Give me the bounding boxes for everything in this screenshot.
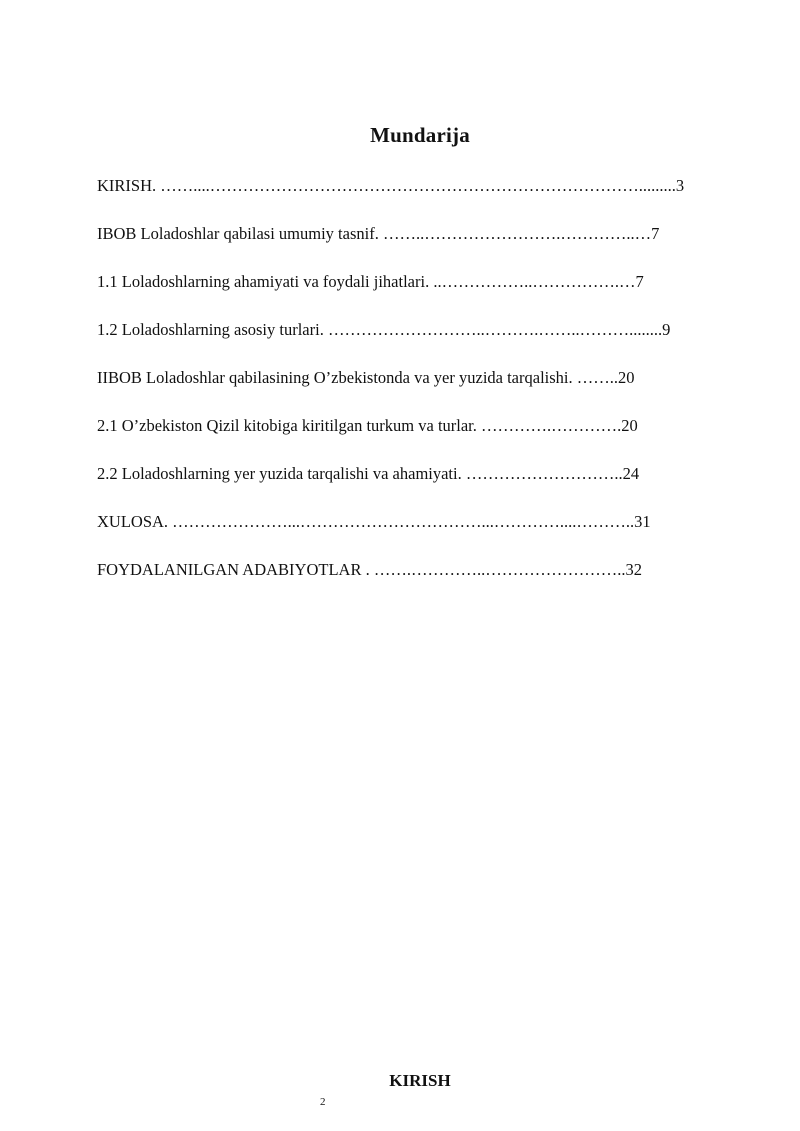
- toc-entry-2-1: 2.1 O’zbekiston Qizil kitobiga kiritilgan turkum va turlar. ………….………….20: [97, 416, 638, 435]
- toc-entry-chapter-1: IBOB Loladoshlar qabilasi umumiy tasnif. ……..…………………….…………..…7: [97, 224, 660, 243]
- toc-entry-chapter-2: IIBOB Loladoshlar qabilasining O’zbekistonda va yer yuzida tarqalishi. ……..20: [97, 368, 635, 387]
- toc-entry-xulosa: XULOSA. …………………...……………………………...…………....………..31: [97, 512, 651, 531]
- section-heading: KIRISH: [389, 1071, 451, 1090]
- toc-entry-kirish: KIRISH. ……....…………………………………………………………………….........3: [97, 176, 685, 195]
- table-of-contents: [97, 172, 722, 604]
- toc-entry-1-2: 1.2 Loladoshlarning asosiy turlari. ………………………..……….……..………........9: [97, 320, 671, 339]
- page-number: 2: [320, 1096, 326, 1108]
- page-title: Mundarija: [370, 123, 470, 147]
- toc-entry-2-2: 2.2 Loladoshlarning yer yuzida tarqalishi va ahamiyati. ………………………..24: [97, 464, 640, 483]
- toc-entry-1-1: 1.1 Loladoshlarning ahamiyati va foydali jihatlari. ..……………..…………….…7: [97, 272, 644, 291]
- toc-entry-adabiyotlar: FOYDALANILGAN ADABIYOTLAR . …….…………..……………………..32: [97, 560, 642, 579]
